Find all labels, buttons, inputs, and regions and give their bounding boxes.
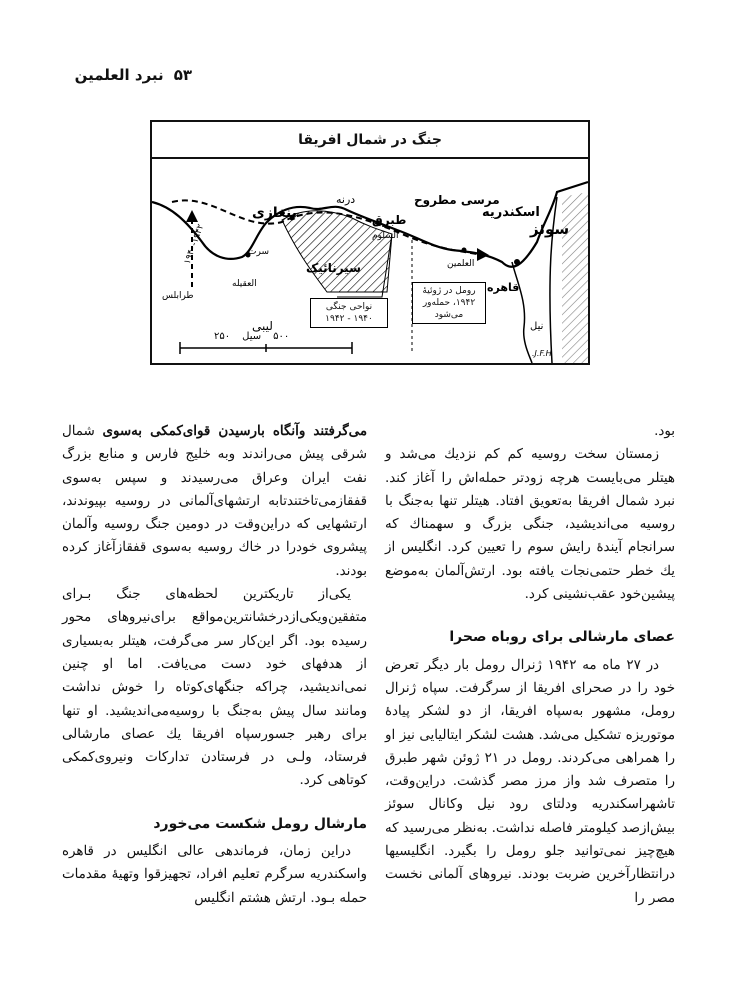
right-col-para-2: زمستان سخت روسیه کم کم نزدیك می‌شد و هیتلر می‌بایست هرچه زودتر حمله‌اش را آغاز کند. نبرد شمال افریقا به‌تعویق افتاد. هیتلر تنها به‌جنگ با روسیه می‌اندیشید، جنگی بزرگ و سهمناك‌ که سرانجام آیندهٔ رایش سوم را تعیین کرد. انگلیس از یك خطر حتمی‌نجات یافته بود. ارتش‌آلمان به‌موضع پیشین‌خود عقب‌نشینی کرد. [385,447,675,603]
map-signature: J.F.H. [532,349,552,358]
scale-labels [214,332,289,342]
right-col-para-3: در ۲۷ ماه مه ۱۹۴۲ ژنرال رومل بار دیگر تعرض خود را در صحرای افریقا از سرگرفت. سپاه ژنرال رومل، مشهور به‌سپاه افریقا، از دو لشکر پیادهٔ موتوریزه تشکیل می‌شد. هشت لشکر ایتالیایی نیز او را همراهی می‌کردند. رومل در ۲۱ ژوئن شهر طبرق را متصرف شد واز مرز مصر گذشت. دراین‌وقت، تاشهراسکندریه ودلتای رود نیل وکانال سوئز بیش‌ازصد کیلومتر فاصله نداشت. به‌نظر می‌رسید که هیچ‌چیز نمی‌توانید جلو رومل را بگیرد. انگلیسیها درانتظارآخرین ضربت بودند. نیروهای آلمانی نخست مصر را [385,657,675,906]
legend-rommel-line3: می‌شود [434,310,464,320]
legend-war-zone [310,298,388,328]
left-col-para-2: یکی‌از تاریکترین لحظه‌های جنگ بـرای متفقین‌ویکی‌ازدرخشانترین‌مواقع برای‌نیروهای محور رسیده بود. اگر این‌کار سر می‌گرفت، هیتلر به‌بسیاری از هدفهای خود دست می‌یافت. اما او چنین نمی‌اندیشید، چراکه جنگهای‌کوتاه را خوش نداشت ومانند سال پیش به‌جنگ با روسیه‌می‌اندیشید. او تنها برای رهبر جسورسپاه افریقا یك عصای مارشالی فرستاد، ولـی در فرستادن تدارکات ونیروی‌کمکی کوتاهی کرد. [62,587,367,789]
map-label-nile: نیل [530,321,544,332]
map-label-dates-left: ۱۹۴۰-۱۹۴۲ [182,222,207,266]
left-col-heading: مارشال رومل شکست می‌خورد [153,815,367,832]
alamein-dot [462,248,467,253]
map-label-sallum: السلوم [372,231,399,241]
legend-rommel [412,282,486,324]
book-title: نبرد العلمین [74,66,164,84]
left-column [62,420,367,910]
map-label-cyrenaica: سیرنائیک [306,261,361,275]
north-africa-map [150,120,590,365]
map-label-benghazi: بنغازی [252,205,298,221]
left-col-para-1-rest: شمال شرقی پیش می‌راندند وبه خلیج فارس و منابع بزرگ نفت ایران وعراق می‌رسیدند و سپس به‌سوی قفقازمی‌تاختندتابه ارتشهای‌آلمانی در روسیه بپیوندند، ارتشهایی که دراین‌وقت در دومین جنگ روسیه وآلمان پیشروی خودرا در خاك روسیه به‌سوی قفقازآغاز کرده بودند. [62,424,367,579]
left-col-para-1 [62,420,367,583]
map-label-tripoli: طرابلس [162,291,194,301]
right-column [385,420,675,910]
red-sea-hatch [562,192,588,363]
map-label-derna: درنه [336,193,356,206]
cairo-dot [514,259,520,265]
left-col-lead: می‌گرفتند وآنگاه بارسیدن قوای‌کمکی به‌سوی [102,423,367,439]
map-label-tobruk: طبرق [372,213,407,227]
legend-rommel-line2: ۱۹۴۲، حمله‌ور [422,298,476,308]
page-header [62,62,192,88]
legend-war-zone-line1: نواحی جنگی [325,302,373,312]
scale-unit: سیل [242,331,262,342]
page-number: ۵۳ [173,66,192,84]
map-label-el-alamein: العلمین [447,259,475,269]
map-label-suez: سوئز [530,220,570,238]
map-label-mersa-matruh: مرسی مطروح [414,193,500,207]
map-title: جنگ در شمال افریقا [152,122,588,159]
right-col-para-1: بود. [654,424,675,439]
legend-war-zone-line2: ۱۹۴۰ - ۱۹۴۲ [325,314,373,324]
map-label-cairo: قاهره [487,281,520,294]
scale-mark-250: ۲۵۰ [214,331,231,342]
map-label-libya: لیبی [252,319,273,333]
left-col-para-3: دراین زمان، فرماندهی عالی انگلیس در قاهره واسکندریه سرگرم تعلیم افراد، تجهیزقوا وتهیهٔ مقدمات حمله بـود. ارتش هشتم انگلیس [62,844,367,906]
map-label-el-agheila: العقیله [232,279,257,289]
map-label-alexandria: اسکندریه [482,205,540,220]
right-col-heading: عصای مارشالی برای روباه صحرا [449,629,675,646]
legend-rommel-line1: رومل در ژوئیهٔ [422,286,476,296]
map-label-sirte: سرت [248,247,269,257]
scale-mark-500: ۵۰۰ [273,331,290,342]
